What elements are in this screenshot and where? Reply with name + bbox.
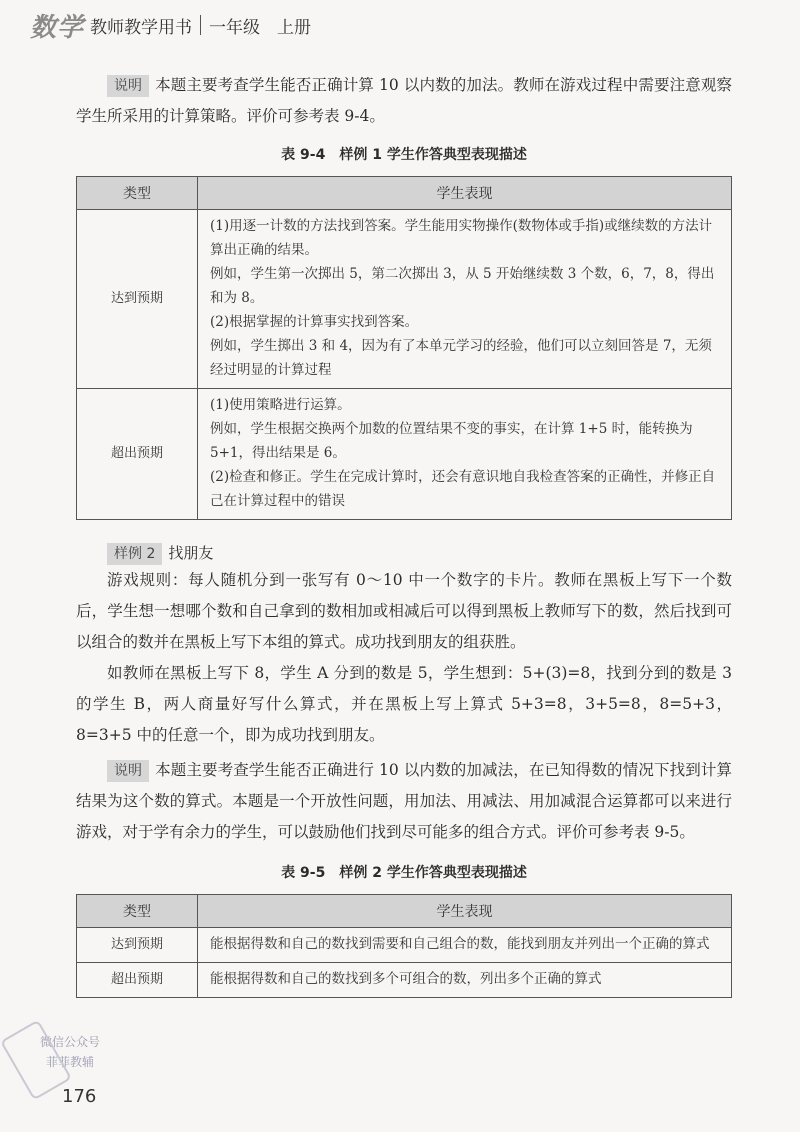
table-row (77, 928, 732, 963)
type-cell: 达到预期 (77, 928, 198, 963)
watermark-line: 微信公众号 (39, 1035, 100, 1049)
performance-cell (198, 928, 732, 963)
performance-table-2 (76, 894, 732, 998)
performance-line: (1)用逐一计数的方法找到答案。学生能用实物操作(数物体或手指)或继续数的方法计算出正确的结果。 (210, 218, 713, 258)
header-divider (200, 15, 201, 35)
note-text: 本题主要考查学生能否正确进行 10 以内数的加减法，在已知得数的情况下找到计算结果为这个数的算式。本题是一个开放性问题，用加法、用减法、用加减混合运算都可以来进行游戏，对于学有余力的学生，可以鼓励他们找到尽可能多的组合方式。评价可参考表 9-5。 (76, 761, 732, 841)
column-header-type: 类型 (77, 177, 198, 210)
performance-table-1 (76, 176, 732, 520)
page-header (30, 10, 312, 43)
performance-line: 例如，学生第一次掷出 5，第二次掷出 3，从 5 开始继续数 3 个数，6，7，8，得出和为 8。 (210, 266, 715, 306)
performance-cell (198, 963, 732, 998)
note-1 (76, 70, 732, 132)
performance-cell (198, 210, 732, 389)
performance-line: 例如，学生掷出 3 和 4，因为有了本单元学习的经验，他们可以立刻回答是 7，无须经过明显的计算过程 (210, 338, 712, 378)
table-header-row (77, 177, 732, 210)
sample-paragraph: 如教师在黑板上写下 8，学生 A 分到的数是 5，学生想到：5+(3)=8，找到分到的数是 3 的学生 B，两人商量好写什么算式，并在黑板上写上算式 5+3=8，3+5=8，8=5+3，8=3+5 中的任意一个，即为成功找到朋友。 (76, 664, 732, 744)
performance-line: (2)检查和修正。学生在完成计算时，还会有意识地自我检查答案的正确性，并修正自己在计算过程中的错误 (210, 469, 716, 509)
page-content (76, 70, 732, 998)
note-text: 本题主要考查学生能否正确计算 10 以内数的加法。教师在游戏过程中需要注意观察学生所采用的计算策略。评价可参考表 9-4。 (76, 76, 732, 125)
table-row (77, 963, 732, 998)
column-header-type: 类型 (77, 895, 198, 928)
table-row (77, 210, 732, 389)
note-tag: 说明 (107, 75, 149, 97)
page-number: 176 (62, 1086, 97, 1107)
performance-line: (2)根据掌握的计算事实找到答案。 (210, 314, 419, 330)
sample-tag: 样例 2 (107, 543, 162, 565)
type-cell: 达到预期 (77, 210, 198, 389)
watermark-line: 菲菲教辅 (45, 1055, 94, 1069)
book-title: 教师教学用书 (90, 17, 193, 38)
column-header-performance: 学生表现 (198, 895, 732, 928)
note-tag: 说明 (107, 760, 149, 782)
sample-title: 找朋友 (168, 544, 214, 562)
performance-line: 能根据得数和自己的数找到需要和自己组合的数，能找到朋友并列出一个正确的算式 (210, 936, 710, 952)
type-cell: 超出预期 (77, 389, 198, 520)
type-cell: 超出预期 (77, 963, 198, 998)
performance-line: 例如，学生根据交换两个加数的位置结果不变的事实，在计算 1+5 时，能转换为 5+1，得出结果是 6。 (210, 421, 693, 461)
performance-line: (1)使用策略进行运算。 (210, 397, 351, 413)
table-header-row (77, 895, 732, 928)
table-caption: 表 9-4 样例 1 学生作答典型表现描述 (281, 147, 527, 163)
column-header-performance: 学生表现 (198, 177, 732, 210)
sample-2-heading (76, 542, 732, 565)
note-2 (76, 755, 732, 848)
watermark (20, 1032, 120, 1072)
table-caption: 表 9-5 样例 2 学生作答典型表现描述 (281, 865, 527, 881)
grade-label: 一年级 上册 (209, 17, 312, 38)
performance-line: 能根据得数和自己的数找到多个可组合的数，列出多个正确的算式 (210, 971, 602, 987)
sample-paragraph: 游戏规则：每人随机分到一张写有 0～10 中一个数字的卡片。教师在黑板上写下一个数后，学生想一想哪个数和自己拿到的数相加或相减后可以得到黑板上教师写下的数，然后找到可以组合的数并在黑板上写下本组的算式。成功找到朋友的组获胜。 (76, 571, 732, 651)
table-row (77, 389, 732, 520)
subject-logo: 数学 (30, 12, 85, 43)
performance-cell (198, 389, 732, 520)
